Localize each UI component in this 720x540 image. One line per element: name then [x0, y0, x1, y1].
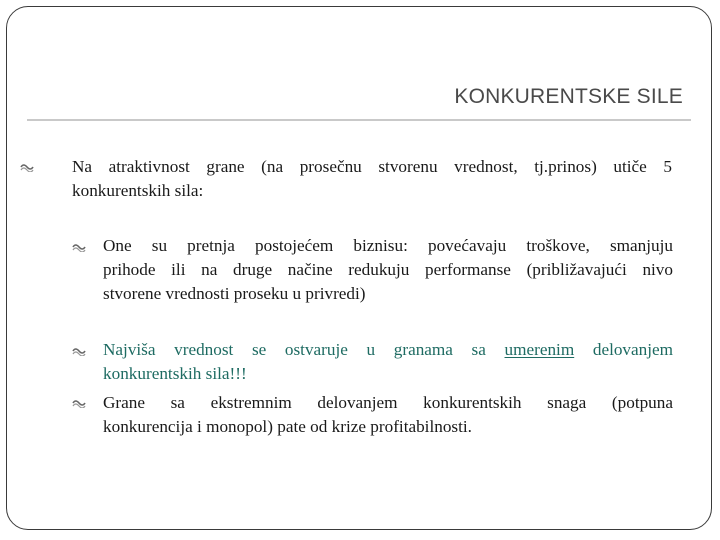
wave-bullet-icon [20, 162, 30, 172]
text-line: Grane sa ekstremnim delovanjem konkurentskih snaga (potpuna [103, 393, 673, 412]
bullet-text-main [72, 155, 672, 203]
wave-bullet-icon [72, 242, 82, 252]
wave-bullet-icon [72, 398, 82, 408]
underlined-word: umerenim [504, 340, 575, 359]
bullet-text-extreme-forces [103, 391, 673, 439]
text-fragment: delovanjem [592, 340, 674, 359]
text-line: konkurentskih sila: [72, 181, 204, 200]
text-line: One su pretnja postojećem biznisu: povećavaju troškove, smanjuju [103, 236, 673, 255]
bullet-text-highest-value [103, 338, 673, 386]
wave-bullet-icon [72, 346, 82, 356]
bullet-text-threats [103, 234, 673, 306]
text-line: Na atraktivnost grane (na prosečnu stvorenu vrednost, tj.prinos) utiče 5 [72, 157, 672, 176]
text-line [103, 338, 673, 362]
text-line: prihode ili na druge načine redukuju performanse (približavajući nivo [103, 260, 673, 279]
title-divider [27, 119, 691, 121]
text-line: stvorene vrednosti proseku u privredi) [103, 284, 366, 303]
slide-title: KONKURENTSKE SILE [454, 85, 683, 108]
text-fragment: Najviša vrednost se ostvaruje u granama sa [103, 340, 486, 359]
text-line: konkurentskih sila!!! [103, 364, 247, 383]
text-line: konkurencija i monopol) pate od krize profitabilnosti. [103, 417, 472, 436]
